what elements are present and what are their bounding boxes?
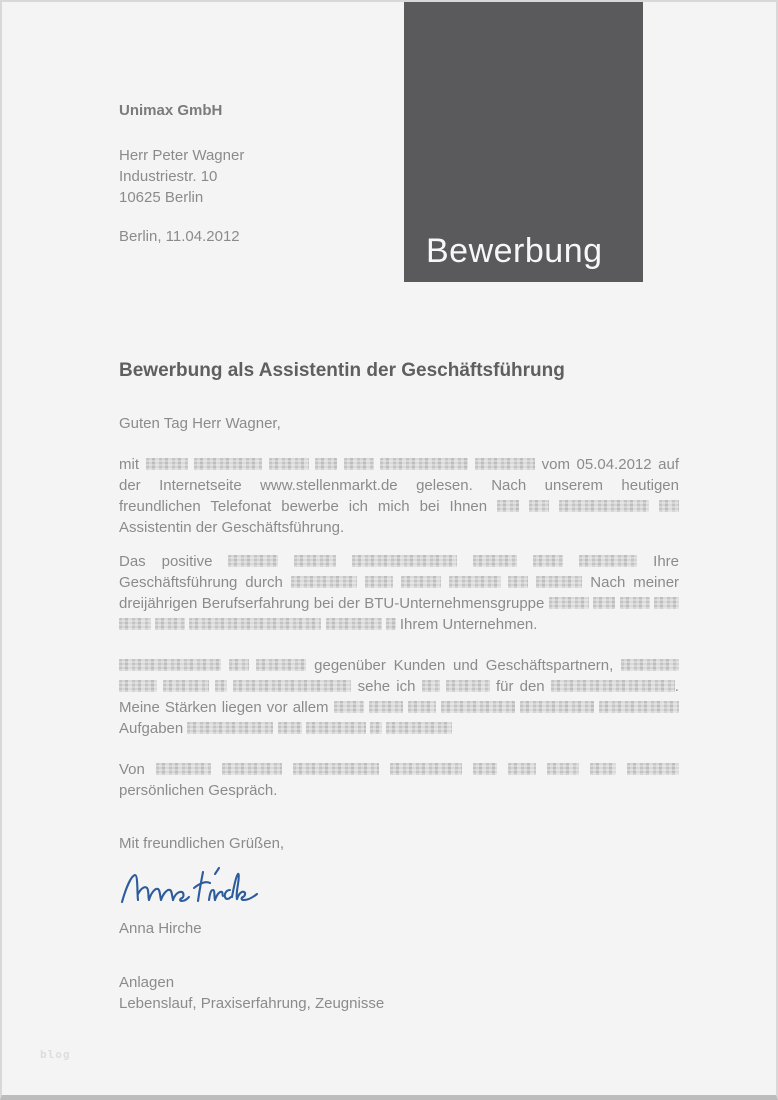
redacted-text-block [293,763,379,775]
redacted-text-block [163,680,209,692]
salutation: Guten Tag Herr Wagner, [119,415,281,432]
redacted-text-block [533,555,563,567]
redacted-text-block [233,680,351,692]
signature-image [119,864,679,914]
redacted-text-block [551,680,675,692]
redacted-text-block [119,659,221,671]
redacted-text-block [654,597,679,609]
redacted-text-block [155,618,185,630]
redacted-text-block [390,763,462,775]
sender-company: Unimax GmbH [119,102,223,119]
redacted-text-block [536,576,582,588]
date-line: Berlin, 11.04.2012 [119,228,240,245]
redacted-text-block [156,763,211,775]
redacted-text-block [194,458,262,470]
redacted-text-block [189,618,321,630]
redacted-text-block [473,763,497,775]
redacted-text-block [497,500,519,512]
watermark-text: blog [40,1048,71,1061]
redacted-text-block [326,618,382,630]
redacted-text-block [441,701,515,713]
enclosures-label: Anlagen [119,974,175,991]
recipient-street: Industriestr. 10 [119,168,218,185]
redacted-text-block [449,576,501,588]
redacted-text-block [291,576,357,588]
enclosures-list: Lebenslauf, Praxiserfahrung, Zeugnisse [119,995,385,1012]
body-paragraph: Von persönlichen Gespräch. [119,759,679,801]
redacted-text-block [386,618,396,630]
redacted-text-block [278,722,302,734]
recipient-address [119,145,679,208]
redacted-text-block [187,722,273,734]
redacted-text-block [369,701,403,713]
redacted-text-block [215,680,227,692]
redacted-text-block [344,458,374,470]
signature-printed-name: Anna Hirche [119,920,202,937]
redacted-text-block [370,722,382,734]
redacted-text-block [599,701,679,713]
redacted-text-block [593,597,615,609]
redacted-text-block [446,680,490,692]
subject-line: Bewerbung als Assistentin der Geschäftsführung [119,360,565,381]
redacted-text-block [352,555,457,567]
signature-strokes [122,868,257,902]
redacted-text-block [475,458,535,470]
redacted-text-block [119,618,151,630]
banner-title: Bewerbung [426,232,603,270]
redacted-text-block [401,576,441,588]
redacted-text-block [473,555,517,567]
redacted-text-block [306,722,366,734]
body-paragraph: gegenüber Kunden und Geschäftspartnern, sehe ich für den . Meine Stärken liegen vor allem Aufgaben [119,657,679,737]
body-paragraph: mit vom 05.04.2012 auf der Internetseite www.stellenmarkt.de gelesen. Nach unserem heutigen freundlichen Telefonat bewerbe ich mich bei Ihnen Assistentin der Geschäftsführung. [119,456,680,536]
redacted-text-block [627,763,679,775]
redacted-text-block [146,458,188,470]
redacted-text-block [119,680,157,692]
redacted-text-block [659,500,679,512]
redacted-text-block [549,597,589,609]
redacted-text-block [294,555,336,567]
redacted-text-block [386,722,452,734]
redacted-text-block [621,659,679,671]
letter-body [119,454,679,814]
redacted-text-block [408,701,436,713]
redacted-text-block [228,555,278,567]
redacted-text-block [422,680,440,692]
redacted-text-block [508,763,536,775]
redacted-text-block [222,763,282,775]
recipient-name: Herr Peter Wagner [119,147,245,164]
redacted-text-block [380,458,468,470]
redacted-text-block [547,763,579,775]
redacted-text-block [590,763,616,775]
redacted-text-block [520,701,594,713]
body-paragraph: Das positive Ihre Geschäftsführung durch Nach meiner dreijährigen Berufserfahrung bei der BTU-Unternehmensgruppe Ihrem Unternehmen. [119,553,680,633]
redacted-text-block [256,659,306,671]
redacted-text-block [529,500,549,512]
redacted-text-block [334,701,364,713]
redacted-text-block [315,458,337,470]
redacted-text-block [229,659,249,671]
recipient-city: 10625 Berlin [119,189,204,206]
redacted-text-block [508,576,528,588]
redacted-text-block [579,555,637,567]
redacted-text-block [620,597,650,609]
redacted-text-block [269,458,309,470]
redacted-text-block [559,500,649,512]
redacted-text-block [365,576,393,588]
closing-line: Mit freundlichen Grüßen, [119,835,285,852]
